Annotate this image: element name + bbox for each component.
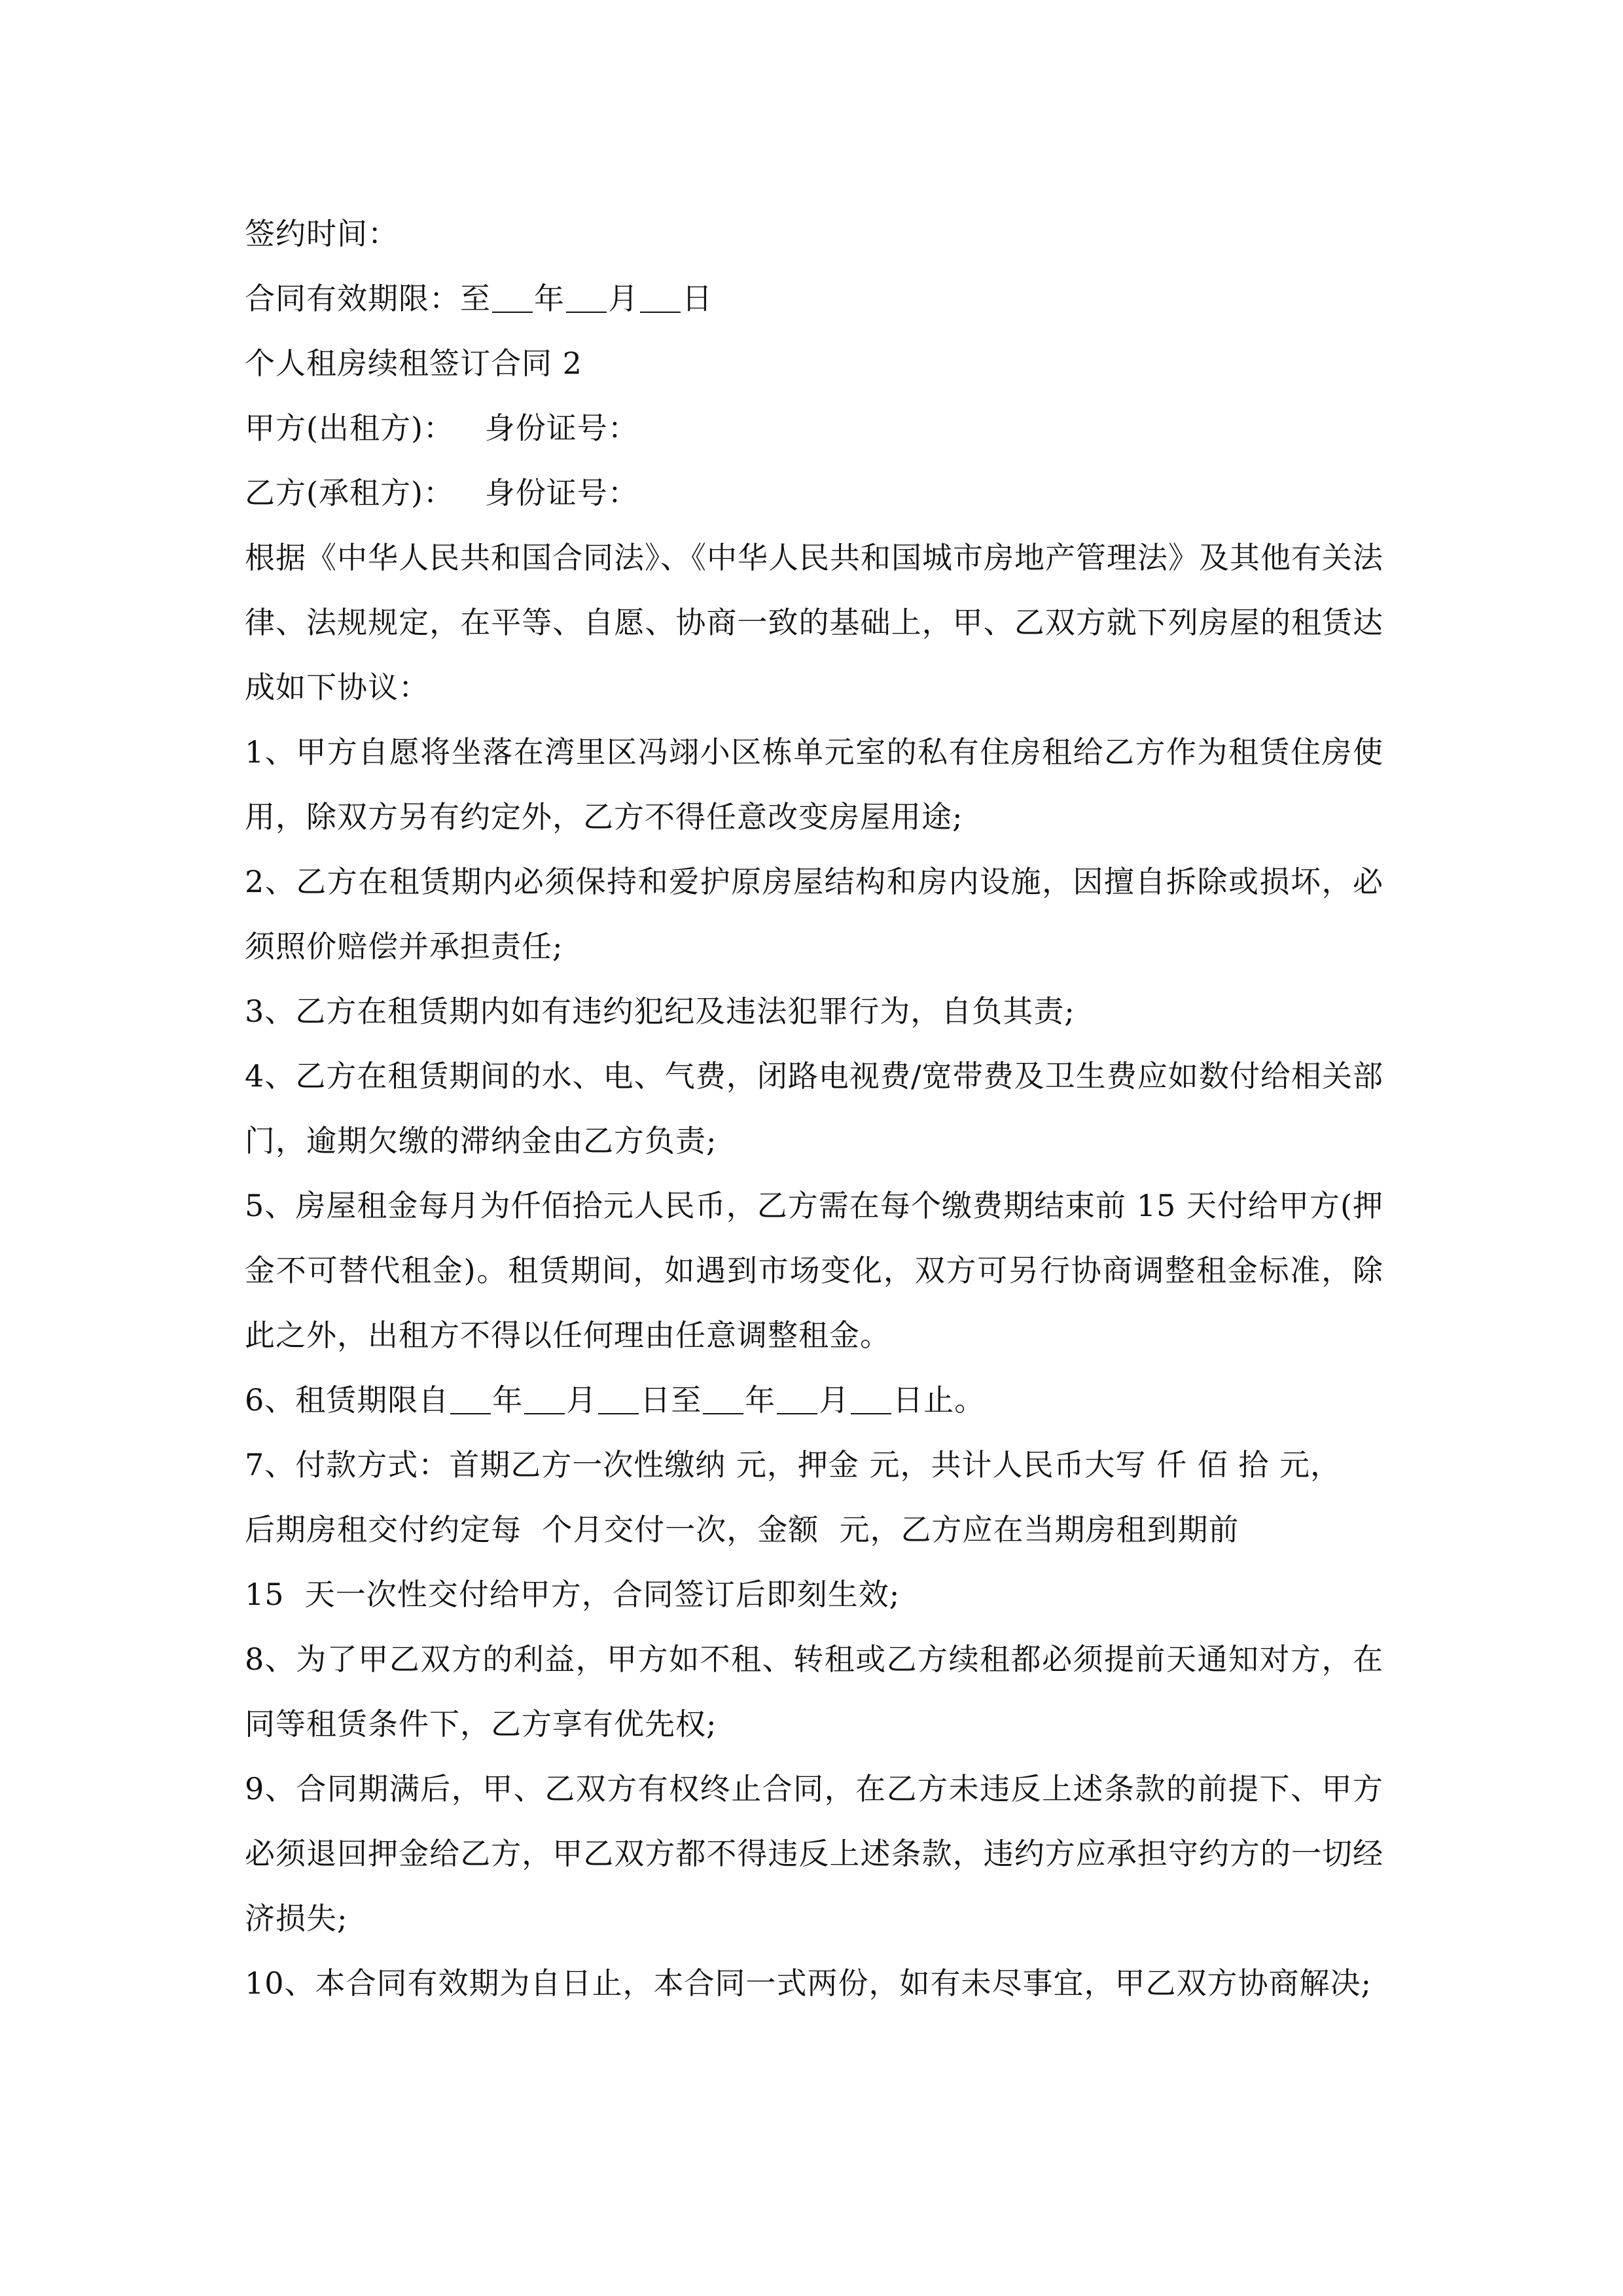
clause-10: 10、本合同有效期为自日止，本合同一式两份，如有未尽事宜，甲乙双方协商解决;: [245, 1965, 1372, 2001]
validity-line: [245, 266, 1383, 331]
start-month-label: 月: [566, 1382, 597, 1418]
month-blank: [566, 281, 607, 313]
month-label: 月: [608, 281, 639, 316]
clause-3: 3、乙方在租赁期内如有违约犯纪及违法犯罪行为，自负其责;: [245, 994, 1075, 1029]
clause-1: 1、甲方自愿将坐落在湾里区冯翊小区栋单元室的私有住房租给乙方作为租赁住房使用，除双方另有约定外，乙方不得任意改变房屋用途;: [245, 734, 1383, 834]
clause-4: 4、乙方在租赁期间的水、电、气费，闭路电视费/宽带费及卫生费应如数付给相关部门，逾期欠缴的滞纳金由乙方负责;: [245, 1058, 1383, 1158]
start-day-blank: [598, 1383, 639, 1414]
clause-7-line-1: 7、付款方式：首期乙方一次性缴纳 元，押金 元，共计人民币大写 仟 佰 拾 元，: [245, 1447, 1341, 1482]
clause-5: 5、房屋租金每月为仟佰拾元人民币，乙方需在每个缴费期结束前 15 天付给甲方(押金不可替代租金)。租赁期间，如遇到市场变化，双方可另行协商调整租金标准，除此之外，出租方不得以任何理由任意调整租金。: [245, 1188, 1383, 1353]
clause-9: 9、合同期满后，甲、乙双方有权终止合同，在乙方未违反上述条款的前提下、甲方必须退回押金给乙方，甲乙双方都不得违反上述条款，违约方应承担守约方的一切经济损失;: [245, 1771, 1383, 1936]
day-label: 日: [682, 281, 713, 316]
end-month-label: 月: [819, 1382, 850, 1418]
intro-paragraph: 根据《中华人民共和国合同法》、《中华人民共和国城市房地产管理法》及其他有关法律、法规规定，在平等、自愿、协商一致的基础上，甲、乙双方就下列房屋的租赁达成如下协议：: [245, 540, 1383, 705]
contract-body: [245, 202, 1383, 2016]
year-label: 年: [534, 281, 565, 316]
end-year-blank: [703, 1383, 743, 1414]
validity-prefix: 合同有效期限：至: [245, 281, 491, 316]
sign-time-line: 签约时间：: [245, 216, 399, 251]
party-b-line: 乙方(承租方)： 身份证号：: [245, 475, 639, 511]
start-year-blank: [450, 1383, 491, 1414]
contract-title: 个人租房续租签订合同 2: [245, 346, 582, 381]
clause-6-prefix: 6、租赁期限自: [245, 1382, 450, 1418]
party-a-line: 甲方(出租方)： 身份证号：: [245, 410, 639, 446]
clause-6-mid: 日至: [640, 1382, 702, 1418]
clause-6-suffix: 日止。: [893, 1382, 986, 1418]
clause-8: 8、为了甲乙双方的利益，甲方如不租、转租或乙方续租都必须提前天通知对方，在同等租赁条件下，乙方享有优先权;: [245, 1641, 1383, 1742]
clause-6: [245, 1368, 1383, 1433]
start-year-label: 年: [492, 1382, 524, 1418]
clause-7-line-3: 15 天一次性交付给甲方，合同签订后即刻生效;: [245, 1577, 901, 1612]
day-blank: [640, 281, 681, 313]
start-month-blank: [524, 1383, 565, 1414]
clause-2: 2、乙方在租赁期内必须保持和爱护原房屋结构和房内设施，因擅自拆除或损坏，必须照价赔偿并承担责任;: [245, 864, 1383, 964]
end-year-label: 年: [745, 1382, 776, 1418]
clause-7-line-2: 后期房租交付约定每 个月交付一次，金额 元，乙方应在当期房租到期前: [245, 1512, 1240, 1547]
end-day-blank: [851, 1383, 891, 1414]
end-month-blank: [777, 1383, 817, 1414]
year-blank: [492, 281, 533, 313]
